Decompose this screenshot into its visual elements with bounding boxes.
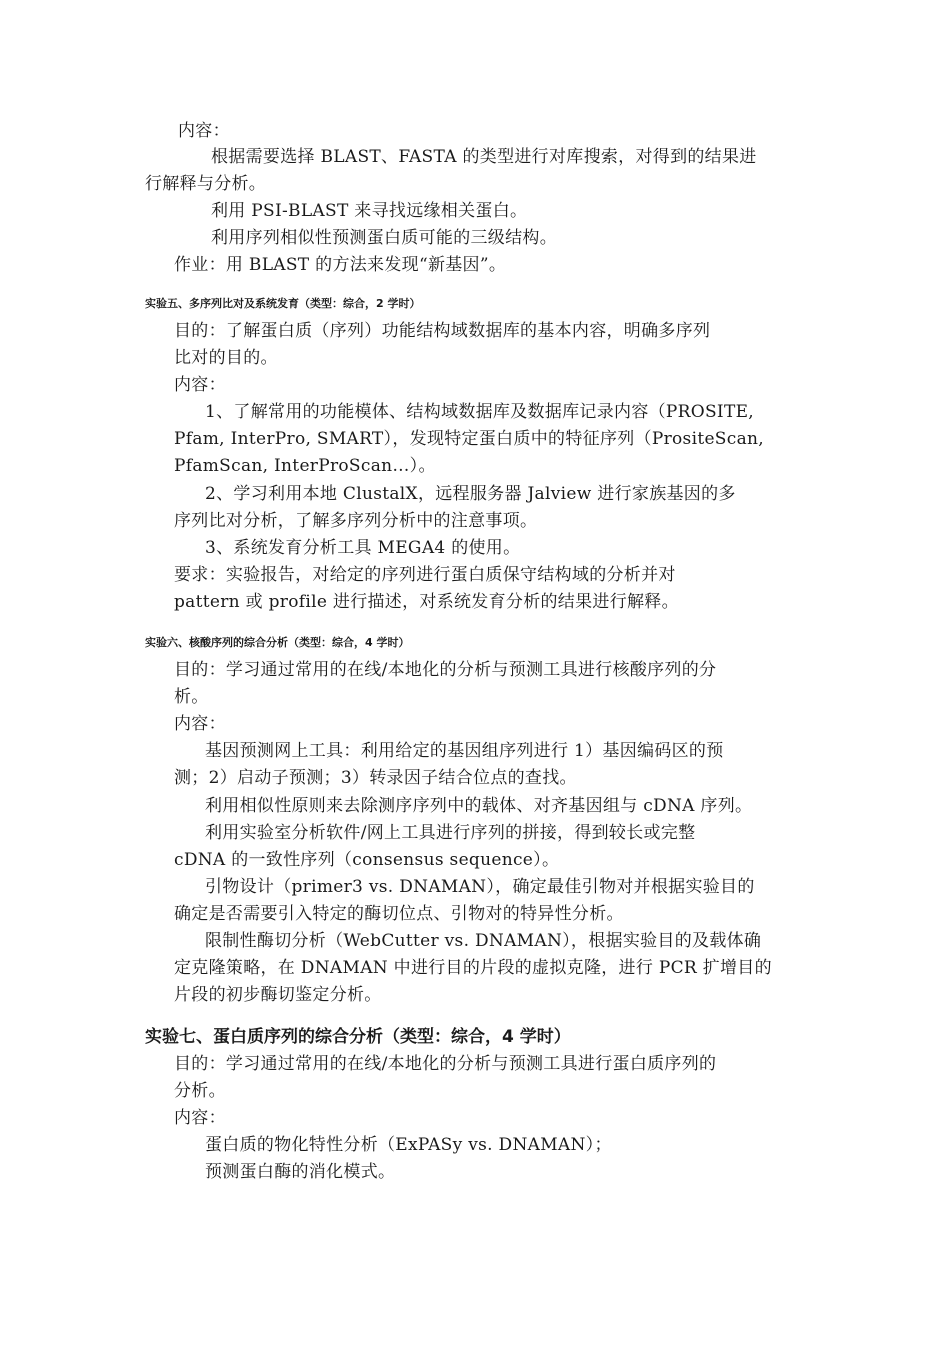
list-item-line: 2、学习利用本地 ClustalX，远程服务器 Jalview 进行家族基因的多 xyxy=(205,484,736,504)
goal-line: 目的：学习通过常用的在线/本地化的分析与预测工具进行蛋白质序列的 xyxy=(174,1054,717,1074)
paragraph-line: 行解释与分析。 xyxy=(145,174,267,194)
content-label: 内容： xyxy=(174,714,226,734)
paragraph-line: cDNA 的一致性序列（consensus sequence）。 xyxy=(174,850,560,870)
requirement-line: pattern 或 profile 进行描述，对系统发育分析的结果进行解释。 xyxy=(174,592,679,612)
list-item-line: 序列比对分析，了解多序列分析中的注意事项。 xyxy=(174,511,538,531)
paragraph-line: 蛋白质的物化特性分析（ExPASy vs. DNAMAN）； xyxy=(205,1135,612,1155)
paragraph-line: 确定是否需要引入特定的酶切位点、引物对的特异性分析。 xyxy=(174,904,624,924)
section-heading: 实验五、多序列比对及系统发育（类型：综合，2 学时） xyxy=(145,297,421,310)
list-item-line: Pfam, InterPro, SMART），发现特定蛋白质中的特征序列（PrositeScan, xyxy=(174,429,764,449)
list-item-line: PfamScan, InterProScan…）。 xyxy=(174,456,436,476)
paragraph-line: 利用 PSI-BLAST 来寻找远缘相关蛋白。 xyxy=(211,201,528,221)
goal-line: 目的：学习通过常用的在线/本地化的分析与预测工具进行核酸序列的分 xyxy=(174,660,717,680)
list-item-line: 3、系统发育分析工具 MEGA4 的使用。 xyxy=(205,538,521,558)
content-label: 内容： xyxy=(174,1108,226,1128)
paragraph-line: 根据需要选择 BLAST、FASTA 的类型进行对库搜索，对得到的结果进 xyxy=(211,147,757,167)
section-heading: 实验六、核酸序列的综合分析（类型：综合，4 学时） xyxy=(145,636,410,649)
content-label: 内容： xyxy=(178,121,230,141)
goal-line: 析。 xyxy=(174,687,209,707)
list-item-line: 1、了解常用的功能模体、结构域数据库及数据库记录内容（PROSITE, xyxy=(205,402,755,422)
paragraph-line: 利用相似性原则来去除测序序列中的载体、对齐基因组与 cDNA 序列。 xyxy=(205,796,753,816)
paragraph-line: 利用实验室分析软件/网上工具进行序列的拼接，得到较长或完整 xyxy=(205,823,696,843)
goal-line: 比对的目的。 xyxy=(174,348,278,368)
goal-line: 目的：了解蛋白质（序列）功能结构域数据库的基本内容，明确多序列 xyxy=(174,321,711,341)
requirement-line: 要求：实验报告，对给定的序列进行蛋白质保守结构域的分析并对 xyxy=(174,565,676,585)
paragraph-line: 引物设计（primer3 vs. DNAMAN），确定最佳引物对并根据实验目的 xyxy=(205,877,755,897)
homework-line: 作业：用 BLAST 的方法来发现“新基因”。 xyxy=(174,255,507,275)
paragraph-line: 限制性酶切分析（WebCutter vs. DNAMAN），根据实验目的及载体确 xyxy=(205,931,762,951)
paragraph-line: 定克隆策略，在 DNAMAN 中进行目的片段的虚拟克隆，进行 PCR 扩增目的 xyxy=(174,958,772,978)
paragraph-line: 测；2）启动子预测；3）转录因子结合位点的查找。 xyxy=(174,768,577,788)
paragraph-line: 片段的初步酶切鉴定分析。 xyxy=(174,985,382,1005)
paragraph-line: 利用序列相似性预测蛋白质可能的三级结构。 xyxy=(211,228,557,248)
paragraph-line: 预测蛋白酶的消化模式。 xyxy=(205,1162,396,1182)
section-heading: 实验七、蛋白质序列的综合分析（类型：综合，4 学时） xyxy=(145,1027,571,1047)
goal-line: 分析。 xyxy=(174,1081,226,1101)
paragraph-line: 基因预测网上工具：利用给定的基因组序列进行 1）基因编码区的预 xyxy=(205,741,724,761)
content-label: 内容： xyxy=(174,375,226,395)
